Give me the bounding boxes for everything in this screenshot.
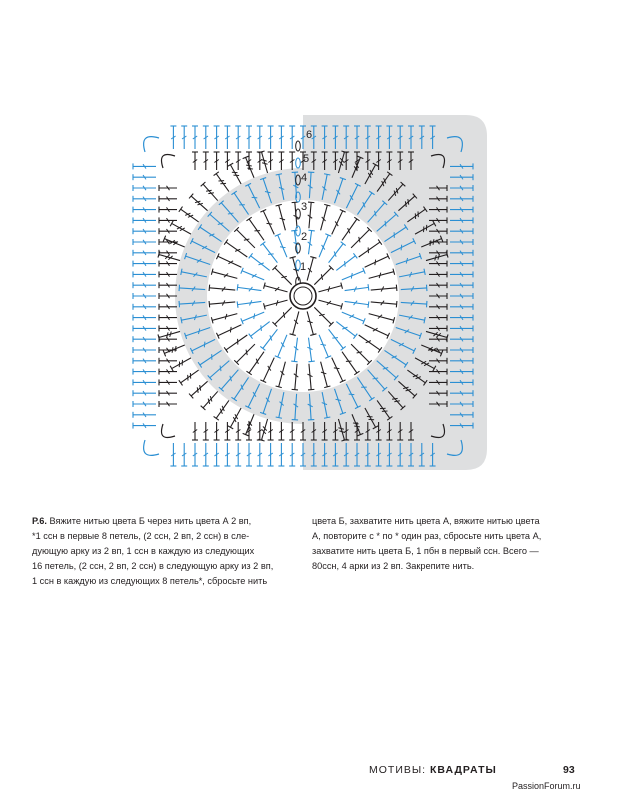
edge-stitch-symbol: [224, 422, 230, 440]
edge-stitch-symbol: [203, 126, 209, 149]
edge-stitch-symbol: [159, 325, 177, 331]
instruction-line: *1 ссн в первые 8 петель, (2 ссн, 2 вп, 2 ссн) в сле-: [32, 531, 250, 541]
edge-stitch-symbol: [133, 412, 156, 418]
edge-stitch-symbol: [133, 228, 156, 234]
instructions-left-column: [32, 514, 300, 589]
edge-stitch-symbol: [257, 126, 263, 149]
edge-stitch-symbol: [133, 325, 156, 331]
instruction-line: цвета Б, захватите нить цвета А, вяжите нитью цвета: [312, 516, 540, 526]
edge-stitch-symbol: [214, 443, 220, 466]
edge-stitch-symbol: [289, 443, 295, 466]
edge-stitch-symbol: [235, 422, 241, 440]
edge-stitch-symbol: [159, 228, 177, 234]
stitch-symbol: [179, 370, 199, 385]
edge-stitch-symbol: [159, 282, 177, 288]
stitch-symbol: [214, 400, 229, 420]
stitch-symbol: [201, 182, 218, 201]
edge-stitch-symbol: [133, 369, 156, 375]
instruction-line: А, повторите с * по * один раз, сбросьте нить цвета А,: [312, 531, 542, 541]
edge-stitch-symbol: [133, 174, 156, 180]
edge-stitch-symbol: [246, 443, 252, 466]
edge-stitch-symbol: [159, 261, 177, 267]
edge-stitch-symbol: [278, 443, 284, 466]
instruction-line: 16 петель, (2 ссн, 2 вп, 2 ссн) в следующую арку из 2 вп,: [32, 561, 274, 571]
edge-stitch-symbol: [235, 126, 241, 149]
edge-stitch-symbol: [268, 152, 274, 170]
edge-stitch-symbol: [159, 401, 177, 407]
edge-stitch-symbol: [133, 261, 156, 267]
edge-stitch-symbol: [268, 443, 274, 466]
edge-stitch-symbol: [159, 271, 177, 277]
round-number-5: 5: [303, 153, 310, 165]
stitch-symbol: [170, 358, 191, 371]
chain-loop: [296, 158, 301, 168]
edge-stitch-symbol: [289, 422, 295, 440]
edge-stitch-symbol: [268, 422, 274, 440]
stitch-symbol: [243, 156, 254, 178]
instruction-first-line: [32, 514, 300, 529]
corner-arch-inner: [162, 424, 176, 438]
round-number-6: 6: [306, 129, 313, 141]
round-number-1: 1: [300, 261, 307, 273]
edge-stitch-symbol: [289, 152, 295, 170]
edge-stitch-symbol: [159, 185, 177, 191]
edge-stitch-symbol: [192, 422, 198, 440]
edge-stitch-symbol: [235, 443, 241, 466]
row-label: Р.6.: [32, 516, 47, 526]
edge-stitch-symbol: [192, 126, 198, 149]
stitch-symbol: [179, 207, 199, 222]
edge-stitch-symbol: [133, 239, 156, 245]
instruction-line: дующую арку из 2 вп, 1 ссн в каждую из следующих: [32, 546, 255, 556]
edge-stitch-symbol: [181, 443, 187, 466]
instruction-line: 80ссн, 4 арки из 2 вп. Закрепите нить.: [312, 561, 475, 571]
edge-stitch-symbol: [214, 152, 220, 170]
edge-stitch-symbol: [170, 443, 176, 466]
edge-stitch-symbol: [133, 423, 156, 429]
corner-arch: [144, 440, 159, 455]
instruction-text: Вяжите нитью цвета Б через нить цвета А 2 вп,: [49, 516, 252, 526]
edge-stitch-symbol: [214, 422, 220, 440]
page-number: 93: [563, 764, 575, 776]
edge-stitch-symbol: [159, 358, 177, 364]
edge-stitch-symbol: [159, 379, 177, 385]
stitch-symbol: [189, 194, 208, 211]
edge-stitch-symbol: [159, 196, 177, 202]
edge-stitch-symbol: [203, 152, 209, 170]
edge-stitch-symbol: [133, 196, 156, 202]
stitch-symbol: [228, 408, 241, 429]
edge-stitch-symbol: [133, 250, 156, 256]
instruction-line: 1 ссн в каждую из следующих 8 петель*, сбросьте нить: [32, 576, 268, 586]
edge-stitch-symbol: [133, 271, 156, 277]
edge-stitch-symbol: [133, 185, 156, 191]
stitch-symbol: [201, 391, 218, 410]
edge-stitch-symbol: [203, 422, 209, 440]
edge-stitch-symbol: [224, 152, 230, 170]
section-name: КВАДРАТЫ: [430, 764, 497, 776]
instruction-line: захватите нить цвета Б, 1 пбн в первый ссн. Всего —: [312, 546, 539, 556]
stitch-symbol: [214, 172, 229, 192]
edge-stitch-symbol: [235, 152, 241, 170]
edge-stitch-symbol: [133, 390, 156, 396]
edge-stitch-symbol: [192, 152, 198, 170]
edge-stitch-symbol: [224, 126, 230, 149]
edge-stitch-symbol: [181, 126, 187, 149]
edge-stitch-symbol: [159, 207, 177, 213]
instructions-right-column: [312, 514, 580, 574]
edge-stitch-symbol: [133, 347, 156, 353]
edge-stitch-symbol: [278, 126, 284, 149]
edge-stitch-symbol: [133, 217, 156, 223]
round-number-2: 2: [301, 231, 308, 243]
corner-arch: [144, 137, 159, 152]
section-title: [369, 764, 497, 776]
edge-stitch-symbol: [278, 422, 284, 440]
round-number-4: 4: [301, 172, 308, 184]
edge-stitch-symbol: [159, 217, 177, 223]
section-prefix: МОТИВЫ:: [369, 764, 427, 776]
stitch-symbol: [163, 236, 185, 247]
edge-stitch-symbol: [278, 152, 284, 170]
watermark: PassionForum.ru: [512, 781, 581, 791]
corner-arch-inner: [162, 155, 176, 169]
round-number-3: 3: [301, 201, 308, 213]
edge-stitch-symbol: [133, 163, 156, 169]
edge-stitch-symbol: [159, 293, 177, 299]
edge-stitch-symbol: [170, 126, 176, 149]
edge-stitch-symbol: [133, 207, 156, 213]
edge-stitch-symbol: [133, 304, 156, 310]
edge-stitch-symbol: [133, 315, 156, 321]
stitch-symbol: [170, 221, 191, 234]
stitch-symbol: [189, 381, 208, 398]
chain-loop: [296, 141, 301, 151]
edge-stitch-symbol: [268, 126, 274, 149]
edge-stitch-symbol: [246, 126, 252, 149]
edge-stitch-symbol: [257, 443, 263, 466]
stitch-symbol: [163, 345, 185, 356]
edge-stitch-symbol: [133, 282, 156, 288]
edge-stitch-symbol: [214, 126, 220, 149]
stitch-symbol: [243, 414, 254, 436]
edge-stitch-symbol: [133, 336, 156, 342]
edge-stitch-symbol: [159, 304, 177, 310]
edge-stitch-symbol: [159, 315, 177, 321]
edge-stitch-symbol: [224, 443, 230, 466]
edge-stitch-symbol: [133, 358, 156, 364]
edge-stitch-symbol: [159, 369, 177, 375]
edge-stitch-symbol: [203, 443, 209, 466]
edge-stitch-symbol: [133, 379, 156, 385]
stitch-symbol: [228, 163, 241, 184]
edge-stitch-symbol: [133, 293, 156, 299]
edge-stitch-symbol: [289, 126, 295, 149]
edge-stitch-symbol: [192, 443, 198, 466]
edge-stitch-symbol: [133, 401, 156, 407]
edge-stitch-symbol: [159, 390, 177, 396]
